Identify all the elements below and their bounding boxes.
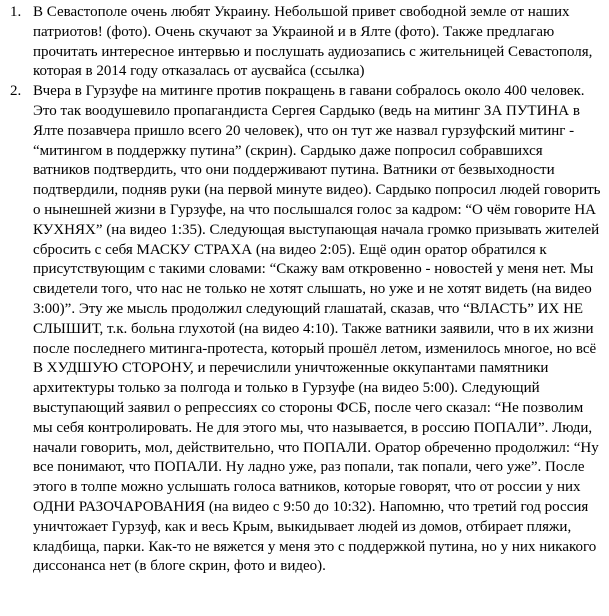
list-item-text: В Севастополе очень любят Украину. Небольшой привет свободной земле от наших патриотов! (фото). Очень скучают за Украиной и в Ялте (фото). Также предлагаю прочитать интересное интервью и послушать аудиозапись с жительницей Севастополя, которая в 2014 году отказалась от аусвайса (ссылка) <box>33 4 593 80</box>
list-item-text: Вчера в Гурзуфе на митинге против покращень в гавани собралось около 400 человек. Это так воодушевило пропагандиста Сергея Сардыко (ведь на митинг ЗА ПУТИНА в Ялте позавчера пришло всего 20 человек), что он тут же назвал гурзуфский митинг - “митингом в поддержку путина” (скрин). Сардыко даже попросил собравшихся ватников подтвердить, что они поддерживают путина. Ватники от безвыходности подтвердили, подняв руки (на первой минуте видео). Сардыко попросил людей говорить о нынешней жизни в Гурзуфе, на что послышался голос за кадром: “О чём говорите НА КУХНЯХ” (на видео 1:35). Следующая выступающая начала громко призывать жителей сбросить с себя МАСКУ СТРАХА (на видео 2:05). Ещё один оратор обратился к присутствующим с такими словами: “Скажу вам откровенно - новостей у меня нет. Мы свидетели того, что нас не только не хотят слышать, но уже и не хотят видеть (на видео 3:00)”. Эту же мысль продолжил следующий глашатай, сказав, что “ВЛАСТЬ” ИХ НЕ СЛЫШИТ, т.к. больна глухотой (на видео 4:10). Также ватники заявили, что в их жизни после последнего митинга-протеста, который прошёл летом, изменилось многое, но всё В ХУДШУЮ СТОРОНУ, и перечислили уничтоженные оккупантами памятники архитектуры только за полгода и только в Гурзуфе (на видео 5:00). Следующий выступающий заявил о репрессиях со стороны ФСБ, после чего сказал: “Не позволим мы себя контролировать. Не для этого мы, что называется, в россию ПОПАЛИ”. Люди, начали говорить, мол, действительно, что ПОПАЛИ. Оратор обреченно продолжил: “Ну все понимают, что ПОПАЛИ. Ну ладно уже, раз попали, так попали, чего уже”. После этого в толпе можно услышать голоса ватников, которые говорят, что от россии у них ОДНИ РАЗОЧАРОВАНИЯ (на видео с 9:50 до 10:32). Напомню, что третий год россия уничтожает Гурзуф, как и весь Крым, выкидывает людей из домов, отбирает пляжи, кладбища, парки. Как-то не вяжется у меня это с поддержкой путина, но у них никакого диссонанса нет (в блоге скрин, фото и видео). <box>33 83 601 575</box>
list-item-number: 2. <box>10 83 22 100</box>
list-item <box>0 82 602 577</box>
list-item <box>0 3 602 82</box>
list-item-number: 1. <box>10 4 22 20</box>
